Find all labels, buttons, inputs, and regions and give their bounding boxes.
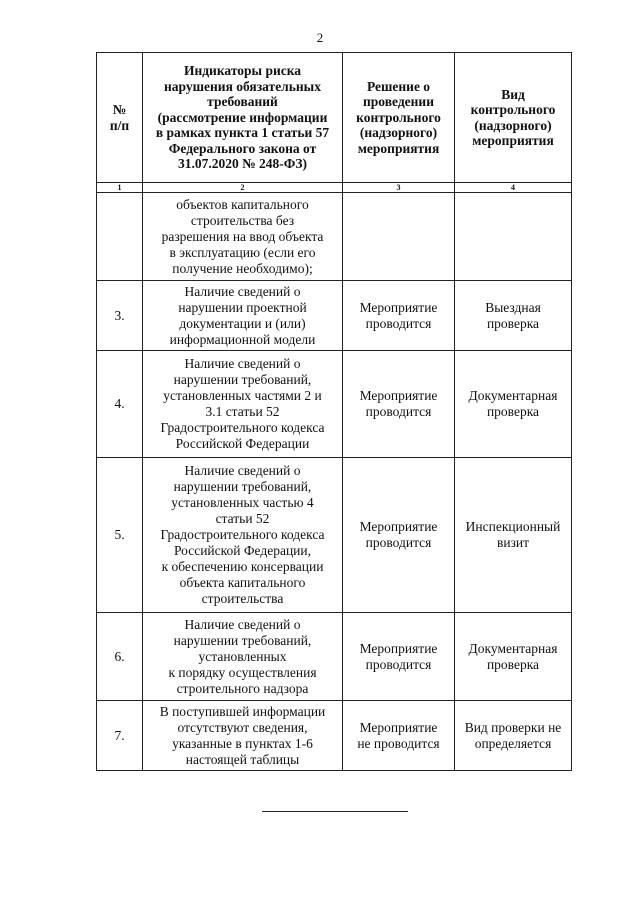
footer-divider — [262, 811, 408, 812]
header-row — [97, 53, 572, 183]
row-type — [455, 193, 572, 281]
row-indicator: В поступившей информации отсутствуют сведения, указанные в пунктах 1-6 настоящей таблицы — [143, 701, 343, 771]
header-type: Вид контрольного (надзорного) мероприятия — [455, 53, 572, 183]
row-indicator: Наличие сведений о нарушении требований, установленных частями 2 и 3.1 статьи 52 Градостроительного кодекса Российской Федерации — [143, 351, 343, 458]
page-number: 2 — [316, 30, 324, 45]
header-number: № п/п — [97, 53, 143, 183]
risk-indicators-table — [96, 52, 572, 771]
row-type: Инспекционный визит — [455, 458, 572, 613]
row-number: 6. — [97, 613, 143, 701]
row-number — [97, 193, 143, 281]
row-indicator: Наличие сведений о нарушении требований, установленных к порядку осуществления строительного надзора — [143, 613, 343, 701]
row-decision: Мероприятие не проводится — [343, 701, 455, 771]
header-indicator: Индикаторы риска нарушения обязательных требований (рассмотрение информации в рамках пункта 1 статьи 57 Федерального закона от 31.07.2020 № 248-ФЗ) — [143, 53, 343, 183]
row-number: 7. — [97, 701, 143, 771]
header-decision: Решение о проведении контрольного (надзорного) мероприятия — [343, 53, 455, 183]
row-decision: Мероприятие проводится — [343, 281, 455, 351]
row-indicator: объектов капитального строительства без разрешения на ввод объекта в эксплуатацию (если его получение необходимо); — [143, 193, 343, 281]
row-number: 3. — [97, 281, 143, 351]
table-row — [97, 193, 572, 281]
row-number: 5. — [97, 458, 143, 613]
column-number-row — [97, 183, 572, 193]
row-indicator: Наличие сведений о нарушении проектной документации и (или) информационной модели — [143, 281, 343, 351]
table-row — [97, 613, 572, 701]
column-number: 1 — [97, 183, 143, 193]
table-row — [97, 458, 572, 613]
row-type: Документарная проверка — [455, 613, 572, 701]
row-type: Документарная проверка — [455, 351, 572, 458]
row-decision — [343, 193, 455, 281]
row-number: 4. — [97, 351, 143, 458]
table-row — [97, 351, 572, 458]
row-decision: Мероприятие проводится — [343, 351, 455, 458]
row-indicator: Наличие сведений о нарушении требований, установленных частью 4 статьи 52 Градостроительного кодекса Российской Федерации, к обеспечению консервации объекта капитального строительства — [143, 458, 343, 613]
column-number: 3 — [343, 183, 455, 193]
row-decision: Мероприятие проводится — [343, 458, 455, 613]
row-decision: Мероприятие проводится — [343, 613, 455, 701]
row-type: Выездная проверка — [455, 281, 572, 351]
column-number: 2 — [143, 183, 343, 193]
column-number: 4 — [455, 183, 572, 193]
table-row — [97, 701, 572, 771]
table-row — [97, 281, 572, 351]
row-type: Вид проверки не определяется — [455, 701, 572, 771]
